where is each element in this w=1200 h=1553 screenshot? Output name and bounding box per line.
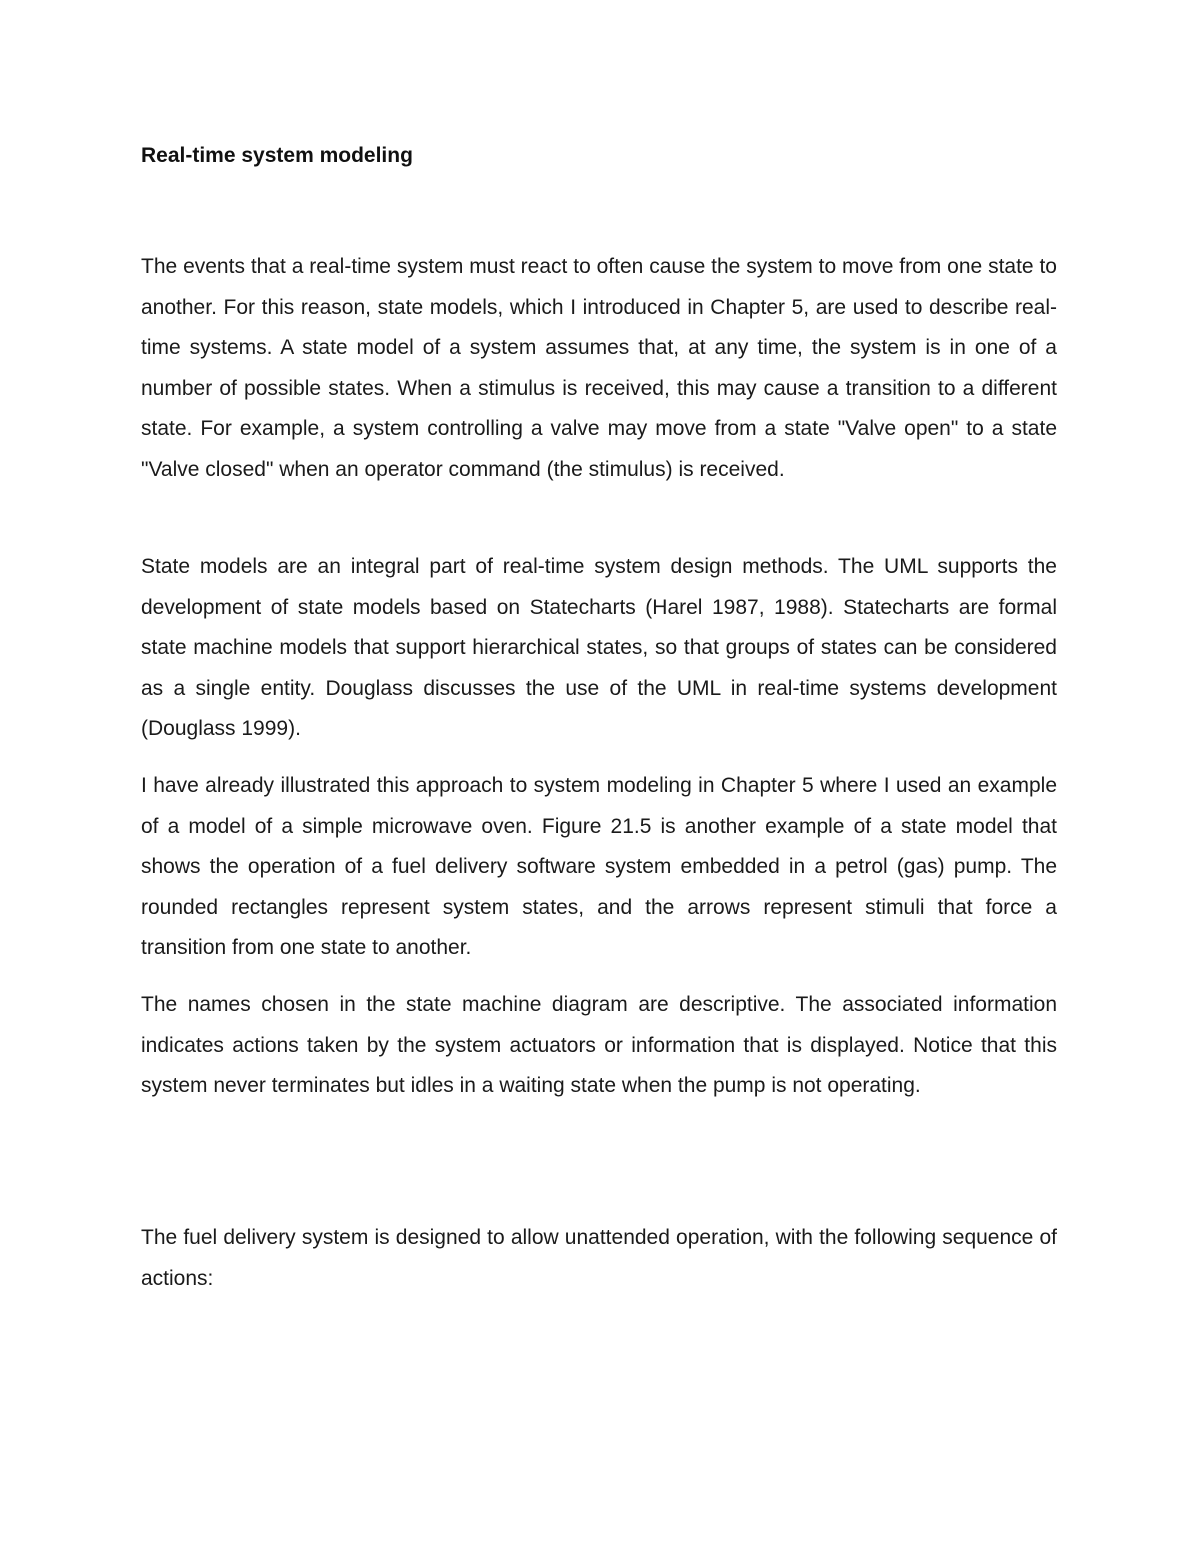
paragraph-diagram-names: The names chosen in the state machine diagram are descriptive. The associated information indicates actions taken by the system actuators or information that is displayed. Notice that this system never terminates but idles in a waiting state when the pump is not operating. (141, 993, 1057, 1098)
document-title: Real-time system modeling (141, 144, 413, 167)
paragraph-uml-statecharts: State models are an integral part of real-time system design methods. The UML supports the development of state models based on Statecharts (Harel 1987, 1988). Statecharts are formal state machine models that support hierarchical states, so that groups of states can be considered as a single entity. Douglass discusses the use of the UML in real-time systems development (Douglass 1999). (141, 555, 1057, 741)
paragraph-sequence-of-actions: The fuel delivery system is designed to allow unattended operation, with the following sequence of actions: (141, 1226, 1057, 1290)
document-page (141, 0, 1057, 1553)
paragraph-state-models-intro: The events that a real-time system must react to often cause the system to move from one state to another. For this reason, state models, which I introduced in Chapter 5, are used to describe real-time systems. A state model of a system assumes that, at any time, the system is in one of a number of possible states. When a stimulus is received, this may cause a transition to a different state. For example, a system controlling a valve may move from a state "Valve open" to a state "Valve closed" when an operator command (the stimulus) is received. (141, 255, 1057, 481)
paragraph-fuel-pump-example: I have already illustrated this approach to system modeling in Chapter 5 where I used an example of a model of a simple microwave oven. Figure 21.5 is another example of a state model that shows the operation of a fuel delivery software system embedded in a petrol (gas) pump. The rounded rectangles represent system states, and the arrows represent stimuli that force a transition from one state to another. (141, 774, 1057, 960)
